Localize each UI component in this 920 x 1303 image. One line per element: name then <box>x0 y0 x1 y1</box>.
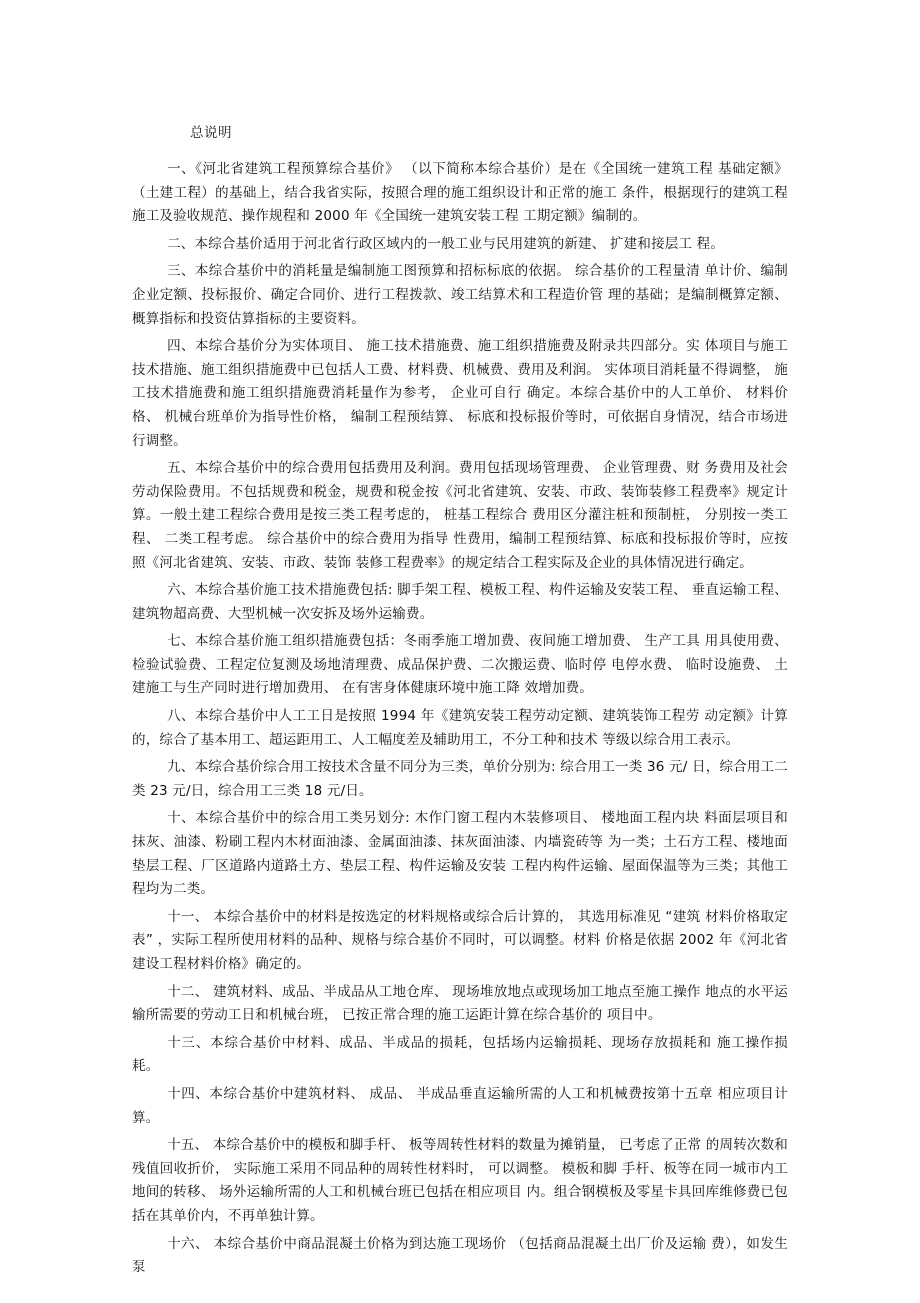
paragraph-16: 十六、 本综合基价中商品混凝土价格为到达施工现场价 （包括商品混凝土出厂价及运输 费），如发生泵 <box>132 1235 788 1276</box>
paragraph-15: 十五、 本综合基价中的模板和脚手杆、 板等周转性材料的数量为摊销量， 已考虑了正常 的周转次数和残值回收折价， 实际施工采用不同品种的周转性材料时， 可以调整。 模板和脚 手杆、板等在同一城市内工地间的转移、 场外运输所需的人工和机械台班已包括在相应项目 内。组合钢模板及零星卡具回库维修费已包括在其单价内，不再单独计算。 <box>132 1137 788 1224</box>
paragraph-2: 二、本综合基价适用于河北省行政区域内的一般工业与民用建筑的新建、 扩建和接层工 程。 <box>167 235 725 252</box>
paragraph-3: 三、本综合基价中的消耗量是编制施工图预算和招标标底的依据。 综合基价的工程量清 单计价、编制企业定额、投标报价、确定合同价、进行工程拨款、竣工结算术和工程造价管 理的基础；是编制概算定额、概算指标和投资估算指标的主要资料。 <box>132 263 788 327</box>
document-title: 总说明 <box>190 125 232 141</box>
paragraph-9: 九、本综合基价综合用工按技术含量不同分为三类，单价分别为: 综合用工一类 36 元/ 日，综合用工二类 23 元/日，综合用工三类 18 元/日。 <box>132 759 788 799</box>
paragraph-14: 十四、本综合基价中建筑材料、 成品、 半成品垂直运输所需的人工和机械费按第十五章 相应项目计算。 <box>132 1085 788 1126</box>
document-body <box>132 158 788 1284</box>
paragraph-7: 七、本综合基价施工组织措施费包括：冬雨季施工增加费、夜间施工增加费、 生产工具 用具使用费、检验试验费、工程定位复测及场地清理费、成品保护费、二次搬运费、临时停 电停水费、 临时设施费、 土建施工与生产同时进行增加费用、 在有害身体健康环境中施工降 效增加费。 <box>132 633 788 697</box>
paragraph-6: 六、本综合基价施工技术措施费包括: 脚手架工程、模板工程、构件运输及安装工程、 垂直运输工程、建筑物超高费、大型机械一次安拆及场外运输费。 <box>132 582 788 622</box>
paragraph-10: 十、本综合基价中的综合用工类另划分: 木作门窗工程内木装修项目、 楼地面工程内块 料面层项目和抹灰、油漆、粉刷工程内木材面油漆、金属面油漆、抹灰面油漆、内墙瓷砖等 为一类；土石方工程、楼地面垫层工程、厂区道路内道路土方、垫层工程、构件运输及安装 工程内构件运输、屋面保温等为三类；其他工程均为二类。 <box>132 810 788 898</box>
paragraph-4: 四、本综合基价分为实体项目、 施工技术措施费、施工组织措施费及附录共四部分。实 体项目与施工技术措施、施工组织措施费中已包括人工费、材料费、机械费、费用及利润。 实体项目消耗量不得调整， 施工技术措施费和施工组织措施费消耗量作为参考， 企业可自行 确定。本综合基价中的人工单价、 材料价格、 机械台班单价为指导性价格， 编制工程预结算、 标底和投标报价等时，可依据自身情况，结合市场进行调整。 <box>132 338 788 449</box>
paragraph-12: 十二、 建筑材料、成品、半成品从工地仓库、 现场堆放地点或现场加工地点至施工操作 地点的水平运输所需要的劳动工日和机械台班， 已按正常合理的施工运距计算在综合基价的 项目中。 <box>132 983 788 1024</box>
paragraph-1: 一、《河北省建筑工程预算综合基价》 （以下简称本综合基价）是在《全国统一建筑工程 基础定额》（土建工程）的基础上，结合我省实际，按照合理的施工组织设计和正常的施工 条件，根据现行的建筑工程施工及验收规范、操作规程和 2000 年《全国统一建筑安装工程 工期定额》编制的。 <box>132 161 788 225</box>
paragraph-5: 五、本综合基价中的综合费用包括费用及利润。费用包括现场管理费、 企业管理费、财 务费用及社会劳动保险费用。不包括规费和税金，规费和税金按《河北省建筑、安装、市政、装饰装修工程费率》规定计算。一般土建工程综合费用是按三类工程考虑的， 桩基工程综合 费用区分灌注桩和预制桩， 分别按一类工程、 二类工程考虑。 综合基价中的综合费用为指导 性费用，编制工程预结算、标底和投标报价等时，应按照《河北省建筑、安装、市政、装饰 装修工程费率》的规定结合工程实际及企业的具体情况进行确定。 <box>132 460 788 571</box>
paragraph-11: 十一、 本综合基价中的材料是按选定的材料规格或综合后计算的， 其选用标准见 “建筑 材料价格取定表” ，实际工程所使用材料的品种、规格与综合基价不同时，可以调整。材料 价格是依据 2002 年《河北省建设工程材料价格》确定的。 <box>132 908 788 972</box>
paragraph-8: 八、本综合基价中人工工日是按照 1994 年《建筑安装工程劳动定额、建筑装饰工程劳 动定额》计算的，综合了基本用工、超运距用工、人工幅度差及辅助用工，不分工种和技术 等级以综合用工表示。 <box>132 708 788 748</box>
paragraph-13: 十三、本综合基价中材料、成品、半成品的损耗，包括场内运输损耗、现场存放损耗和 施工操作损耗。 <box>132 1034 788 1075</box>
